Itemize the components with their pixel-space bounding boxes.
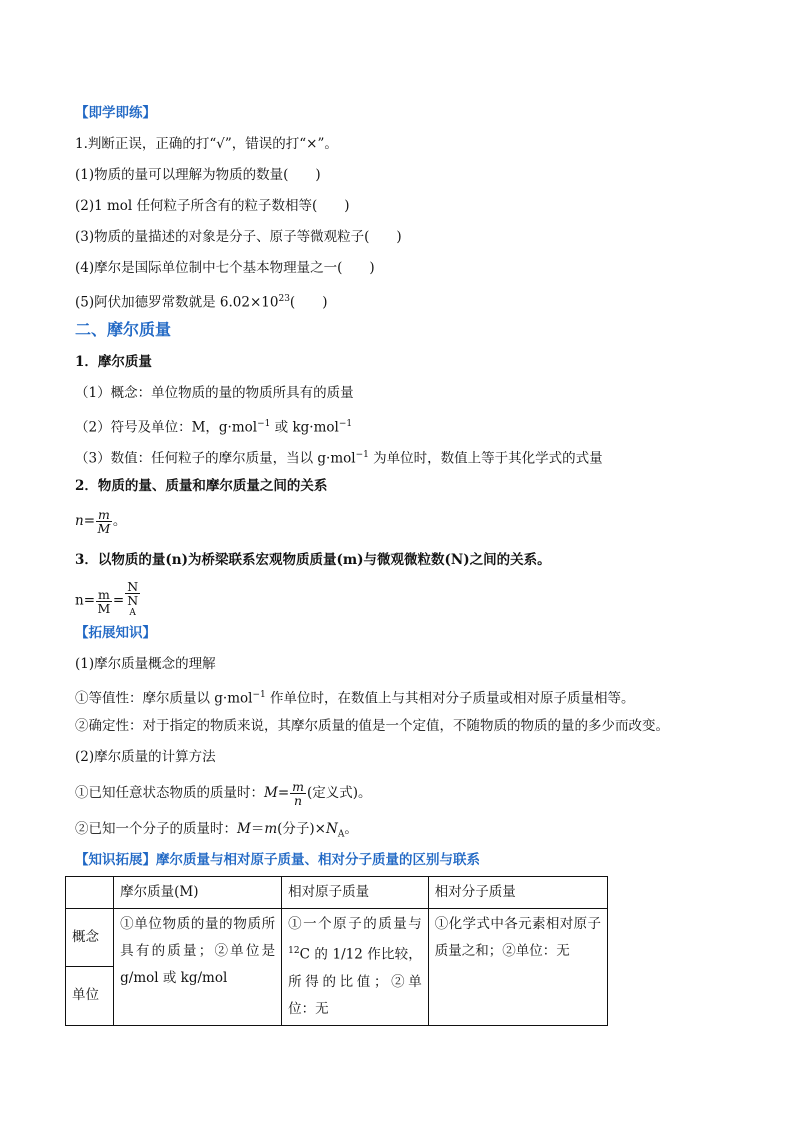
- formula-tail: 。: [112, 513, 127, 529]
- calc-method-definition: [75, 778, 372, 808]
- symbol-prefix: （2）符号及单位：M，g·mol: [75, 419, 258, 436]
- calc2-tail: 。: [344, 821, 358, 837]
- calc2-sub-A: A: [337, 829, 345, 840]
- fraction-numerator: N: [127, 579, 139, 594]
- atomic-prefix: ①一个原子的质量与: [288, 916, 422, 932]
- cell-molar-mass: ①单位物质的量的物质所具有的质量；②单位是 g/mol 或 kg/mol: [114, 909, 282, 1026]
- fraction-numerator: m: [98, 586, 110, 602]
- table-header-cell: 相对分子质量: [428, 877, 607, 909]
- question-item-3: (3)物质的量描述的对象是分子、原子等微观粒子( ): [75, 229, 402, 245]
- formula-bridge: [75, 580, 141, 622]
- carbon-12-superscript: 12: [288, 946, 300, 956]
- fraction-N-over-NA: [125, 580, 140, 622]
- formula-equals: =: [112, 592, 125, 609]
- calc2-M: M: [237, 821, 251, 837]
- section-label-extension: 【拓展知识】: [75, 625, 156, 641]
- fraction-m-over-n: [290, 780, 306, 807]
- item5-exponent: 23: [278, 294, 290, 304]
- table-header-cell: [66, 877, 114, 909]
- item5-suffix: ( ): [289, 294, 328, 311]
- formula-lhs: n=: [75, 592, 96, 609]
- value-suffix: 为单位时，数值上等于其化学式的式量: [368, 450, 603, 467]
- extension-point-equivalence: [75, 686, 635, 708]
- row-label-concept: 概念: [66, 909, 114, 967]
- fraction-m-over-M: [96, 508, 112, 535]
- fraction-numerator: m: [292, 779, 304, 794]
- calc2-m: m: [264, 821, 278, 837]
- section-heading-molar-mass: 二、摩尔质量: [75, 320, 172, 339]
- comparison-table: [65, 876, 608, 1026]
- question-item-2: (2)1 mol 任何粒子所含有的粒子数相等( ): [75, 198, 350, 214]
- value-prefix: （3）数值：任何粒子的摩尔质量，当以 g·mol: [75, 450, 356, 467]
- question-instruction: 1.判断正误，正确的打“√”，错误的打“×”。: [75, 136, 338, 152]
- minus-one-exponent: −1: [355, 450, 369, 460]
- subheading-molar-mass: 1．摩尔质量: [75, 354, 152, 370]
- concept-line: （1）概念：单位物质的量的物质所具有的质量: [75, 385, 354, 401]
- fraction-m-over-M: [96, 588, 112, 615]
- calc-M: M: [264, 785, 278, 801]
- item5-prefix: (5)阿伏加德罗常数就是 6.02×10: [75, 294, 279, 311]
- table-header-cell: 摩尔质量(M): [114, 877, 282, 909]
- fraction-numerator: m: [98, 507, 110, 522]
- fraction-denominator: M: [97, 600, 111, 616]
- denominator-superscript: A: [129, 608, 136, 618]
- calc-method-molecule: [75, 820, 358, 844]
- calc-prefix: ①已知任意状态物质的质量时：: [75, 785, 264, 801]
- minus-one-exponent: −1: [338, 419, 353, 429]
- table-row-concept: [66, 909, 608, 967]
- calc2-mid: (分子)×: [277, 821, 326, 837]
- equivalence-prefix: ①等值性：摩尔质量以 g·mol: [75, 690, 253, 707]
- section-label-comparison: 【知识拓展】摩尔质量与相对原子质量、相对分子质量的区别与联系: [75, 852, 480, 868]
- calc2-equals: ＝: [250, 821, 265, 837]
- symbol-mid: 或 kg·mol: [270, 419, 339, 436]
- denominator-symbol: N: [127, 593, 139, 608]
- atomic-suffix: C 的 1/12 作比较，所得的比值；②单位：无: [288, 946, 422, 1017]
- minus-one-exponent: −1: [252, 690, 266, 700]
- equivalence-suffix: 作单位时，在数值上与其相对分子质量或相对原子质量相等。: [265, 690, 635, 707]
- question-item-4: (4)摩尔是国际单位制中七个基本物理量之一( ): [75, 260, 375, 276]
- row-label-unit: 单位: [66, 967, 114, 1025]
- calc-equals: =: [277, 785, 290, 801]
- value-line: [75, 446, 603, 468]
- table-header-cell: 相对原子质量: [282, 877, 429, 909]
- formula-n-equals-m-over-M: [75, 507, 126, 535]
- extension-point-certainty: ②确定性：对于指定的物质来说，其摩尔质量的值是一个定值，不随物质的物质的量的多少而改变。: [75, 718, 669, 734]
- formula-lhs: n=: [75, 513, 96, 529]
- symbol-unit-line: [75, 415, 352, 437]
- fraction-denominator: n: [294, 793, 303, 808]
- table-header-row: [66, 877, 608, 909]
- calc2-N: N: [326, 821, 338, 837]
- extension-point-1: (1)摩尔质量概念的理解: [75, 656, 216, 672]
- minus-one-exponent: −1: [257, 419, 271, 429]
- subheading-relationship: 2．物质的量、质量和摩尔质量之间的关系: [75, 478, 328, 494]
- question-item-5: [75, 290, 327, 312]
- extension-point-2: (2)摩尔质量的计算方法: [75, 749, 216, 765]
- question-item-1: (1)物质的量可以理解为物质的数量( ): [75, 167, 321, 183]
- section-label-practice: 【即学即练】: [75, 105, 156, 121]
- calc2-prefix: ②已知一个分子的质量时：: [75, 821, 237, 837]
- fraction-denominator: [125, 594, 140, 622]
- fraction-denominator: M: [97, 521, 111, 536]
- calc-suffix: (定义式)。: [307, 785, 372, 801]
- cell-relative-atomic-mass: [282, 909, 429, 1026]
- subheading-bridge: 3．以物质的量(n)为桥梁联系宏观物质质量(m)与微观微粒数(N)之间的关系。: [75, 552, 551, 568]
- cell-relative-molecular-mass: ①化学式中各元素相对原子质量之和；②单位：无: [428, 909, 607, 1026]
